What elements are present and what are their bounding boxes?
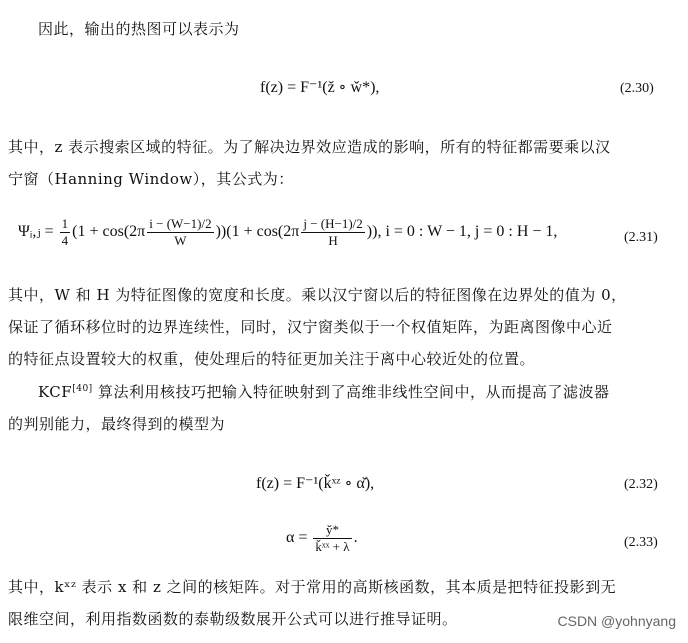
eq233-lhs: α =: [286, 529, 312, 547]
csdn-watermark: CSDN @yohnyang: [557, 613, 676, 629]
paragraph-size-line2: 保证了循环移位时的边界连续性，同时，汉宁窗类似于一个权值矩阵，为距离图像中心近: [8, 318, 613, 336]
equation-number-2-30: (2.30): [620, 81, 654, 96]
equation-number-2-33: (2.33): [624, 535, 658, 550]
equation-number-2-32: (2.32): [624, 477, 658, 492]
equation-number-2-31: (2.31): [624, 230, 658, 245]
eq231-part2: ))(1 + cos(2π: [215, 223, 300, 241]
paragraph-hanning-line2: 宁窗（Hanning Window），其公式为：: [8, 170, 294, 188]
eq231-frac-j-den: H: [328, 233, 338, 248]
equation-2-31: [18, 216, 557, 249]
paragraph-size-line1: 其中，W 和 H 为特征图像的宽度和长度。乘以汉宁窗以后的特征图像在边界处的值为 0，: [8, 286, 627, 304]
eq233-frac-den: ǩˣˣ + λ: [315, 539, 350, 554]
eq231-frac-i-num: i − (W−1)/2: [149, 216, 212, 231]
paragraph-kernel-line1: 其中，kˣᶻ 表示 x 和 z 之间的核矩阵。对于常用的高斯核函数，其本质是把特征投影到无: [8, 578, 617, 596]
equation-2-33: [286, 522, 358, 555]
eq231-part3: )), i = 0 : W − 1, j = 0 : H − 1,: [366, 223, 558, 241]
eq231-frac-quarter-den: 4: [61, 233, 69, 248]
eq231-frac-i-den: W: [174, 233, 187, 248]
eq233-frac: [313, 522, 351, 555]
eq231-frac-j-num: j − (H−1)/2: [303, 216, 363, 231]
paragraph-intro: 因此，输出的热图可以表示为: [38, 20, 240, 38]
paragraph-size-line3: 的特征点设置较大的权重，使处理后的特征更加关注于离中心较近处的位置。: [8, 350, 536, 368]
eq231-frac-quarter: [60, 216, 71, 249]
paragraph-hanning-line1: 其中，z 表示搜索区域的特征。为了解决边界效应造成的影响，所有的特征都需要乘以汉: [8, 138, 611, 156]
eq231-frac-quarter-num: 1: [61, 216, 69, 231]
eq233-frac-num: y̌*: [313, 522, 351, 539]
kcf-line1-rest: 算法利用核技巧把输入特征映射到了高维非线性空间中，从而提高了滤波器: [92, 383, 610, 401]
paragraph-kcf-line1: [38, 383, 609, 401]
eq231-part1: (1 + cos(2π: [72, 223, 146, 241]
equation-2-30: f(z) = F⁻¹(ž ∘ w̌*),: [260, 79, 380, 96]
equation-2-32: f(z) = F⁻¹(ǩˣᶻ ∘ α̌),: [256, 475, 375, 492]
eq231-lhs: Ψᵢ,ⱼ =: [18, 223, 58, 241]
kcf-label: KCF: [38, 383, 73, 401]
eq231-frac-i: [147, 216, 213, 249]
eq231-frac-j: [301, 216, 364, 249]
eq233-tail: .: [353, 529, 358, 547]
paragraph-kcf-line2: 的判别能力，最终得到的模型为: [8, 415, 226, 433]
paragraph-kernel-line2: 限维空间，利用指数函数的泰勒级数展开公式可以进行推导证明。: [8, 610, 458, 628]
citation-ref: [40]: [72, 384, 93, 394]
